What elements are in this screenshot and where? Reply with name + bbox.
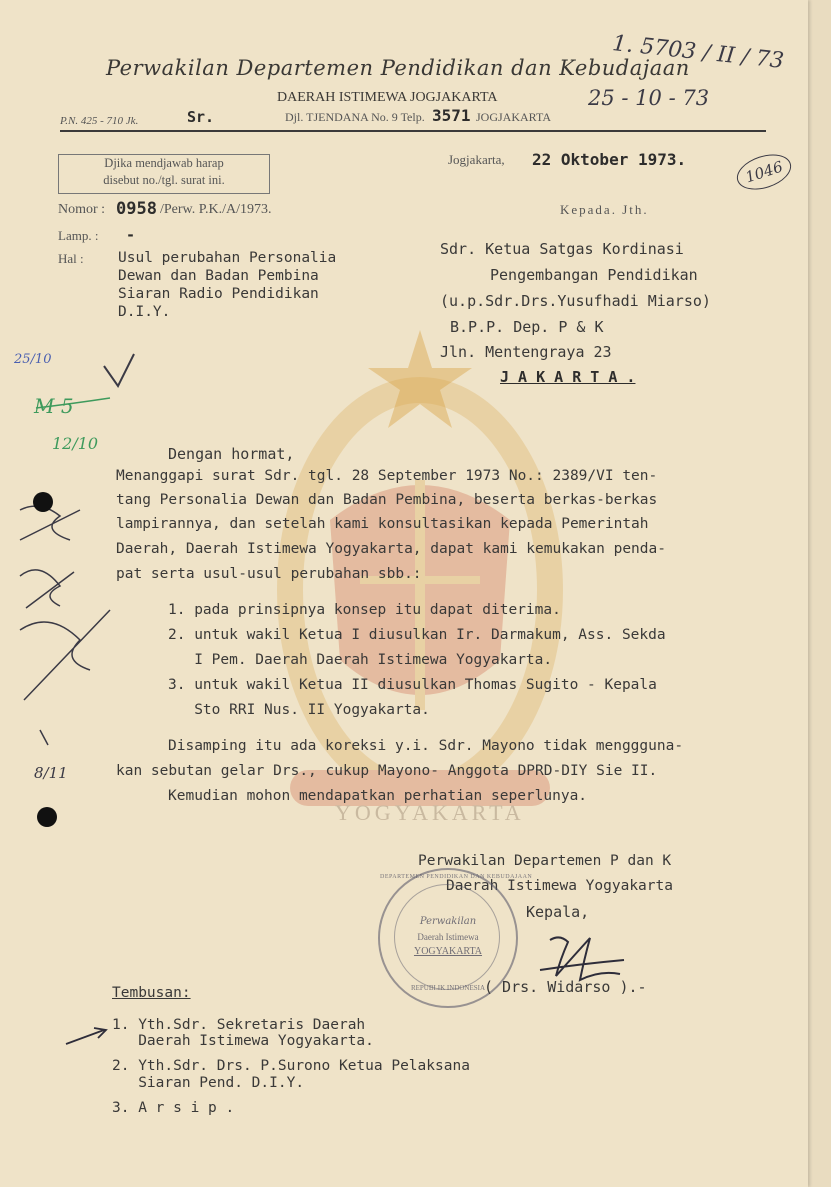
addressee-line-3: (u.p.Sdr.Drs.Yusufhadi Miarso) (440, 292, 711, 310)
margin-note-4: 8/11 (34, 764, 68, 782)
item-3-line-2: Sto RRI Nus. II Yogyakarta. (168, 702, 430, 718)
closing-line-2: kan sebutan gelar Drs., cukup Mayono- Anggota DPRD-DIY Sie II. (116, 763, 658, 779)
signatory-name: ( Drs. Widarso ).- (484, 978, 647, 996)
letterhead-form-code: P.N. 425 - 710 Jk. (60, 115, 139, 127)
tembusan-1-line-2: Daerah Istimewa Yogyakarta. (112, 1033, 374, 1049)
letter-date: 22 Oktober 1973. (532, 150, 687, 169)
date-city: Jogjakarta, (448, 152, 505, 167)
tembusan-1-line-1: 1. Yth.Sdr. Sekretaris Daerah (112, 1017, 366, 1033)
letterhead-address: Djl. TJENDANA No. 9 Telp. (285, 110, 425, 124)
letterhead-city: JOGJAKARTA (476, 110, 551, 124)
item-2-line-1: 2. untuk wakil Ketua I diusulkan Ir. Darmakum, Ass. Sekda (168, 627, 666, 643)
addressee-line-4: B.P.P. Dep. P & K (450, 318, 604, 336)
hal-line-1: Usul perubahan Personalia (118, 250, 337, 266)
kepada-label: Kepada. Jth. (560, 202, 649, 217)
addressee-line-1: Sdr. Ketua Satgas Kordinasi (440, 240, 684, 258)
nomor-value: 0958 (116, 199, 157, 219)
stamp-inner-line-1: Perwakilan (419, 916, 477, 927)
punch-hole-top (33, 492, 53, 512)
letterhead-title: Perwakilan Departemen Pendidikan dan Kebudajaan (106, 56, 690, 80)
addressee-line-2: Pengembangan Pendidikan (490, 266, 698, 284)
item-2-line-2: I Pem. Daerah Daerah Istimewa Yogyakarta. (168, 652, 553, 668)
signature-org-line-2: Daerah Istimewa Yogyakarta (446, 878, 673, 894)
signature-title: Kepala, (526, 903, 590, 921)
hal-line-4: D.I.Y. (118, 304, 171, 320)
signature-org-line-1: Perwakilan Departemen P dan K (418, 853, 672, 869)
hal-label: Hal : (58, 251, 84, 266)
letterhead-phone: 3571 (432, 106, 471, 125)
margin-note-1: 25/10 (14, 352, 52, 367)
tembusan-2-line-2: Siaran Pend. D.I.Y. (112, 1075, 305, 1091)
punch-hole-bottom (37, 807, 57, 827)
addressee-city: J A K A R T A . (500, 368, 636, 386)
hal-line-3: Siaran Radio Pendidikan (118, 286, 319, 302)
margin-note-3: 12/10 (52, 434, 99, 453)
tembusan-2-line-1: 2. Yth.Sdr. Drs. P.Surono Ketua Pelaksana (112, 1058, 470, 1074)
watermark-text: YOGYAKARTA (335, 800, 525, 825)
stamp-ring-text: DEPARTEMEN PENDIDIKAN DAN KEBUDAJAAN (380, 874, 533, 880)
salutation: Dengan hormat, (168, 445, 295, 463)
reply-box-line2: disebut no./tgl. surat ini. (103, 173, 225, 187)
intro-line-4: Daerah, Daerah Istimewa Yogyakarta, dapat kami kemukakan penda- (116, 541, 666, 557)
nomor-label: Nomor : (58, 202, 106, 217)
reply-instruction-box (58, 154, 270, 194)
closing-line-1: Disamping itu ada koreksi y.i. Sdr. Mayono tidak menggguna- (168, 738, 684, 754)
intro-line-2: tang Personalia Dewan dan Badan Pembina, beserta berkas-berkas (116, 492, 658, 508)
handwritten-date: 25 - 10 - 73 (588, 86, 710, 110)
stamp-bottom-text: REPUBLIK INDONESIA (410, 984, 486, 992)
nomor-suffix: /Perw. P.K./A/1973. (160, 202, 272, 217)
addressee-line-5: Jln. Mentengraya 23 (440, 343, 612, 361)
letterhead-region: DAERAH ISTIMEWA JOGJAKARTA (277, 90, 498, 105)
lamp-value: - (126, 226, 136, 244)
item-3-line-1: 3. untuk wakil Ketua II diusulkan Thomas Sugito - Kepala (168, 677, 657, 693)
reply-box-line1: Djika mendjawab harap (104, 156, 224, 170)
tembusan-3: 3. A r s i p . (112, 1100, 235, 1116)
intro-line-5: pat serta usul-usul perubahan sbb.: (116, 566, 422, 582)
hal-line-2: Dewan dan Badan Pembina (118, 268, 319, 284)
lamp-label: Lamp. : (58, 228, 99, 243)
letterhead-sr: Sr. (187, 108, 215, 126)
arrow-mark (64, 1020, 114, 1050)
intro-line-3: lampirannya, dan setelah kami konsultasikan kepada Pemerintah (116, 516, 649, 532)
tembusan-label: Tembusan: (112, 985, 191, 1001)
letterhead-rule (60, 130, 766, 132)
intro-line-1: Menanggapi surat Sdr. tgl. 28 September 1973 No.: 2389/VI ten- (116, 468, 658, 484)
handwritten-reference: 1. 5703 / II / 73 (611, 31, 785, 74)
handwritten-circled-number: 1046 (732, 148, 795, 196)
item-1-line-1: 1. pada prinsipnya konsep itu dapat diterima. (168, 602, 561, 618)
margin-scribbles (0, 340, 150, 780)
stamp-inner-line-2: Daerah Istimewa (417, 932, 479, 942)
stamp-inner-line-3: YOGYAKARTA (413, 946, 483, 957)
closing-line-3: Kemudian mohon mendapatkan perhatian seperlunya. (168, 788, 588, 804)
margin-note-2: M 5 (34, 394, 74, 418)
